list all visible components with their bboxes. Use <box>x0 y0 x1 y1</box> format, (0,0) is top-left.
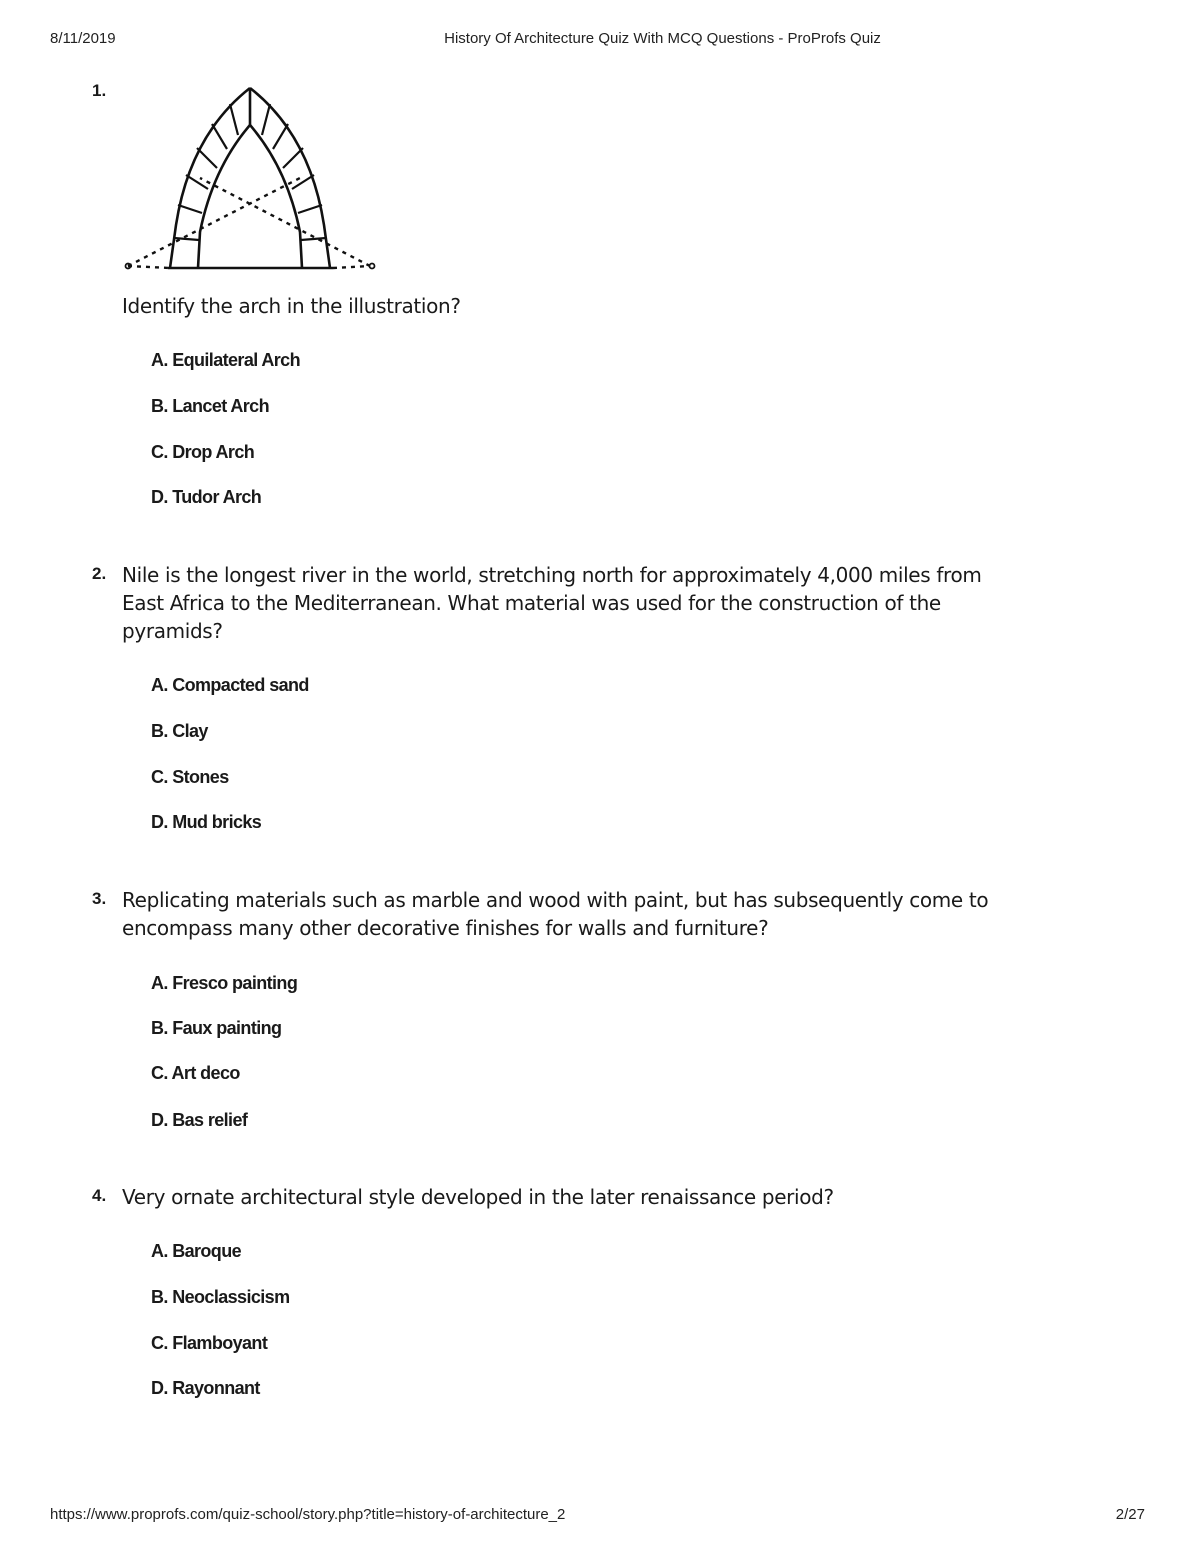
answer-option-b[interactable]: B. Faux painting <box>151 1018 282 1038</box>
answer-option-c[interactable]: C. Drop Arch <box>151 442 255 462</box>
footer-url: https://www.proprofs.com/quiz-school/story.php?title=history-of-architecture_2 <box>50 1506 566 1523</box>
answer-option-d[interactable]: D. Mud bricks <box>151 812 262 832</box>
header-title: History Of Architecture Quiz With MCQ Questions - ProProfs Quiz <box>444 30 881 47</box>
question-text: Very ornate architectural style developed in the later renaissance period? <box>122 1185 834 1209</box>
question-text: Replicating materials such as marble and wood with paint, but has subsequently come to encompass many other decorative finishes for walls and furniture? <box>122 888 989 940</box>
answer-option-a[interactable]: A. Fresco painting <box>151 973 298 993</box>
question-number: 4. <box>92 1186 107 1205</box>
answer-option-b[interactable]: B. Lancet Arch <box>151 396 269 416</box>
answer-option-b[interactable]: B. Clay <box>151 721 208 741</box>
header-date: 8/11/2019 <box>50 30 116 47</box>
question-number: 1. <box>92 81 107 100</box>
answer-option-a[interactable]: A. Equilateral Arch <box>151 350 300 370</box>
answer-option-d[interactable]: D. Bas relief <box>151 1110 248 1130</box>
answer-option-c[interactable]: C. Flamboyant <box>151 1333 268 1353</box>
footer-page-number: 2/27 <box>1115 1506 1145 1523</box>
answer-option-c[interactable]: C. Art deco <box>151 1063 240 1083</box>
answer-option-d[interactable]: D. Tudor Arch <box>151 487 262 507</box>
pointed-arch-diagram <box>118 80 388 280</box>
question-number: 3. <box>92 889 107 908</box>
question-text: Identify the arch in the illustration? <box>122 294 461 318</box>
question-number: 2. <box>92 564 107 583</box>
answer-option-c[interactable]: C. Stones <box>151 767 229 787</box>
question-text: Nile is the longest river in the world, stretching north for approximately 4,000 miles from East Africa to the Mediterranean. What material was used for the construction of the pyramids? <box>122 563 982 643</box>
answer-option-b[interactable]: B. Neoclassicism <box>151 1287 290 1307</box>
answer-option-d[interactable]: D. Rayonnant <box>151 1378 260 1398</box>
answer-option-a[interactable]: A. Baroque <box>151 1241 242 1261</box>
answer-option-a[interactable]: A. Compacted sand <box>151 675 309 695</box>
